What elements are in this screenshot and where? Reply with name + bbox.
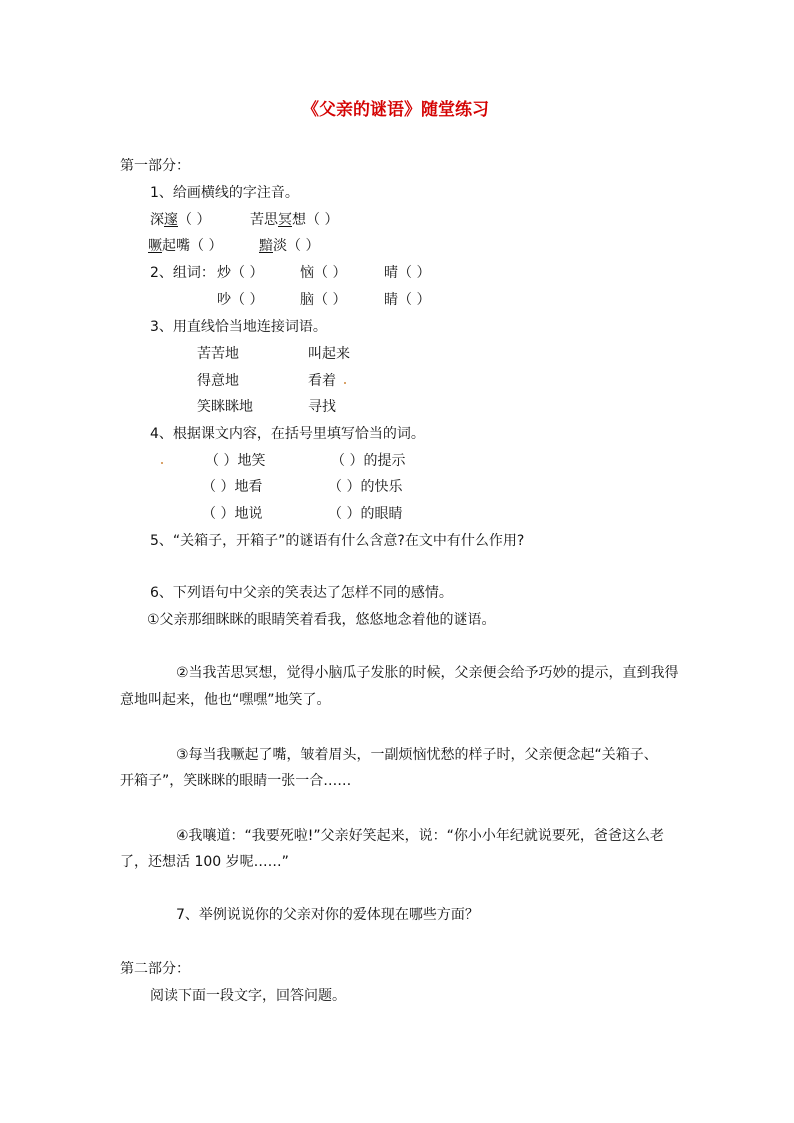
q6-sentence-4: ④我嚷道：“我要死啦!”父亲好笑起来，说：“你小小年纪就说要死，爸爸这么老 bbox=[176, 828, 664, 844]
q6-sentence-2: ②当我苦思冥想，觉得小脑瓜子发胀的时候，父亲便会给予巧妙的提示，直到我得 bbox=[176, 665, 679, 681]
q6-sentence-3-cont: 开箱子”，笑眯眯的眼睛一张一合…… bbox=[120, 773, 352, 789]
q1-item-2: 苦思冥想（ ） bbox=[250, 212, 339, 228]
part2-label: 第二部分： bbox=[120, 961, 190, 977]
q2-word: 恼（ ） bbox=[300, 265, 347, 281]
q2-word: 脑（ ） bbox=[300, 292, 347, 308]
q3-left-word: 笑眯眯地 bbox=[197, 399, 253, 415]
q1-item-4: 黯淡（ ） bbox=[259, 238, 320, 254]
q6-prompt: 6、下列语句中父亲的笑表达了怎样不同的感情。 bbox=[150, 585, 453, 601]
stray-mark bbox=[161, 462, 163, 464]
q3-left-word: 苦苦地 bbox=[197, 346, 239, 362]
q7-prompt: 7、举例说说你的父亲对你的爱体现在哪些方面？ bbox=[176, 907, 479, 923]
q3-right-word: 寻找 bbox=[308, 399, 336, 415]
q3-right-word: 叫起来 bbox=[308, 346, 350, 362]
q2-word: 吵（ ） bbox=[217, 292, 264, 308]
q4-left-blank: （ ）地笑 bbox=[205, 453, 266, 469]
q6-sentence-3: ③每当我噘起了嘴，皱着眉头，一副烦恼忧愁的样子时，父亲便念起“关箱子、 bbox=[176, 747, 658, 763]
q4-left-blank: （ ）地说 bbox=[202, 506, 263, 522]
q6-sentence-1: ①父亲那细眯眯的眼睛笑着看我，悠悠地念着他的谜语。 bbox=[147, 612, 496, 628]
q3-prompt: 3、用直线恰当地连接词语。 bbox=[150, 319, 327, 335]
q2-word: 炒（ ） bbox=[217, 265, 264, 281]
q6-sentence-2-cont: 意地叫起来，他也“嘿嘿”地笑了。 bbox=[120, 692, 331, 708]
q1-prompt: 1、给画横线的字注音。 bbox=[150, 185, 299, 201]
q1-item-1: 深邃（ ） bbox=[150, 212, 211, 228]
q4-left-blank: （ ）地看 bbox=[202, 479, 263, 495]
q5-prompt: 5、“关箱子，开箱子”的谜语有什么含意?在文中有什么作用? bbox=[150, 533, 525, 549]
page-title: 《父亲的谜语》随堂练习 bbox=[302, 100, 489, 120]
q4-right-blank: （ ）的眼睛 bbox=[328, 506, 403, 522]
q2-word: 睛（ ） bbox=[384, 292, 431, 308]
q4-right-blank: （ ）的提示 bbox=[331, 453, 406, 469]
q6-sentence-4-cont: 了，还想活 100 岁呢……” bbox=[120, 854, 289, 870]
q2-label: 2、组词： bbox=[150, 265, 215, 281]
stray-mark bbox=[344, 382, 346, 384]
q1-item-3: 噘起嘴（ ） bbox=[148, 238, 223, 254]
q3-right-word: 看着 bbox=[308, 373, 336, 389]
q3-left-word: 得意地 bbox=[197, 373, 239, 389]
q4-right-blank: （ ）的快乐 bbox=[328, 479, 403, 495]
q2-word: 晴（ ） bbox=[384, 265, 431, 281]
part2-intro: 阅读下面一段文字，回答问题。 bbox=[150, 988, 346, 1004]
q4-prompt: 4、根据课文内容，在括号里填写恰当的词。 bbox=[150, 426, 425, 442]
part1-label: 第一部分： bbox=[120, 158, 190, 174]
